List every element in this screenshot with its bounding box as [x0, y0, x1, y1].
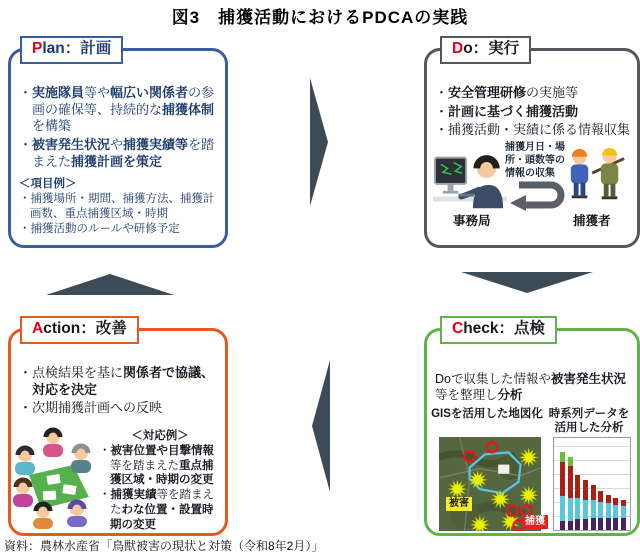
check-header — [440, 316, 557, 344]
do-header-letter: D — [452, 40, 464, 57]
plan-box — [8, 48, 228, 248]
plan-bullet-1: ・実施隊員等や幅広い関係者の参画の確保等、持続的な捕獲体制を構築 — [19, 85, 215, 134]
plan-example-section — [19, 177, 219, 236]
plan-example-bullet-2: ・捕獲活動のルールや研修予定 — [19, 222, 180, 235]
uturn-arrow-icon — [507, 177, 571, 211]
source-note: 資料：農林水産省「鳥獣被害の現状と対策（令和8年2月）」 — [4, 539, 324, 553]
action-bullet-1: ・点検結果を基に関係者で協議、対応を決定 — [19, 365, 215, 397]
map-damage-label: 被害 — [446, 497, 472, 511]
arrow-check-to-action — [312, 360, 330, 492]
action-bullets — [19, 365, 219, 419]
action-example-section — [99, 429, 221, 532]
action-bullet-2: ・次期捕獲計画への反映 — [19, 400, 163, 416]
hunters-illustration — [565, 143, 627, 209]
do-bullet-3: ・捕獲活動・実績に係る情報収集 — [435, 122, 631, 138]
action-example-bullet-1: ・被害位置や目撃情報等を踏まえた重点捕獲区域・時期の変更 — [99, 444, 214, 487]
action-box — [8, 328, 228, 536]
plan-example-header: ＜項目例＞ — [19, 178, 77, 191]
check-header-label: heck：点検 — [463, 320, 546, 337]
do-bullets — [435, 85, 631, 141]
arrow-do-to-check — [461, 272, 593, 293]
plan-example-bullet-1: ・捕獲場所・期間、捕獲方法、捕獲計画数、重点捕獲区域・時期 — [19, 193, 215, 220]
plan-header-label: lan：計画 — [42, 40, 112, 57]
check-header-letter: C — [452, 320, 464, 337]
action-example-header: ＜対応例＞ — [131, 430, 189, 442]
plan-bullet-2: ・被害発生状況や捕獲実績等を踏まえた捕獲計画を策定 — [19, 136, 215, 169]
do-bullet-2: ・計画に基づく捕獲活動 — [435, 103, 579, 119]
check-intro: Doで収集した情報や被害発生状況等を整理し分析 — [435, 372, 626, 403]
action-header — [20, 316, 139, 344]
timeseries-caption: 時系列データを活用した分析 — [548, 408, 630, 435]
meeting-illustration — [13, 425, 101, 529]
map-capture-label: 捕獲 — [522, 515, 548, 529]
do-header-label: o：実行 — [463, 40, 520, 57]
do-bullet-1: ・安全管理研修の実施等 — [435, 85, 579, 100]
action-header-letter: A — [32, 320, 44, 337]
plan-header-letter: P — [32, 40, 43, 57]
figure-title: 図3 捕獲活動におけるPDCAの実践 — [171, 8, 469, 27]
plan-header — [20, 36, 123, 64]
timeseries-chart — [553, 437, 631, 531]
plan-bullets — [19, 85, 219, 236]
hunters-label: 捕獲者 — [573, 214, 611, 228]
office-worker-at-computer-illustration — [433, 149, 507, 211]
action-header-label: ction：改善 — [43, 320, 127, 337]
office-label: 事務局 — [453, 214, 491, 228]
check-box — [424, 328, 640, 536]
do-box — [424, 48, 640, 248]
gis-caption: GISを活用した地図化 — [431, 408, 543, 420]
do-header — [440, 36, 531, 64]
action-example-bullet-2: ・捕獲実績等を踏まえたわな位置・設置時期の変更 — [99, 489, 214, 531]
do-info-caption: 捕獲月日・場所・頭数等の情報の収集 — [505, 142, 565, 180]
arrow-plan-to-do — [310, 78, 328, 206]
arrow-action-to-plan — [46, 274, 174, 295]
